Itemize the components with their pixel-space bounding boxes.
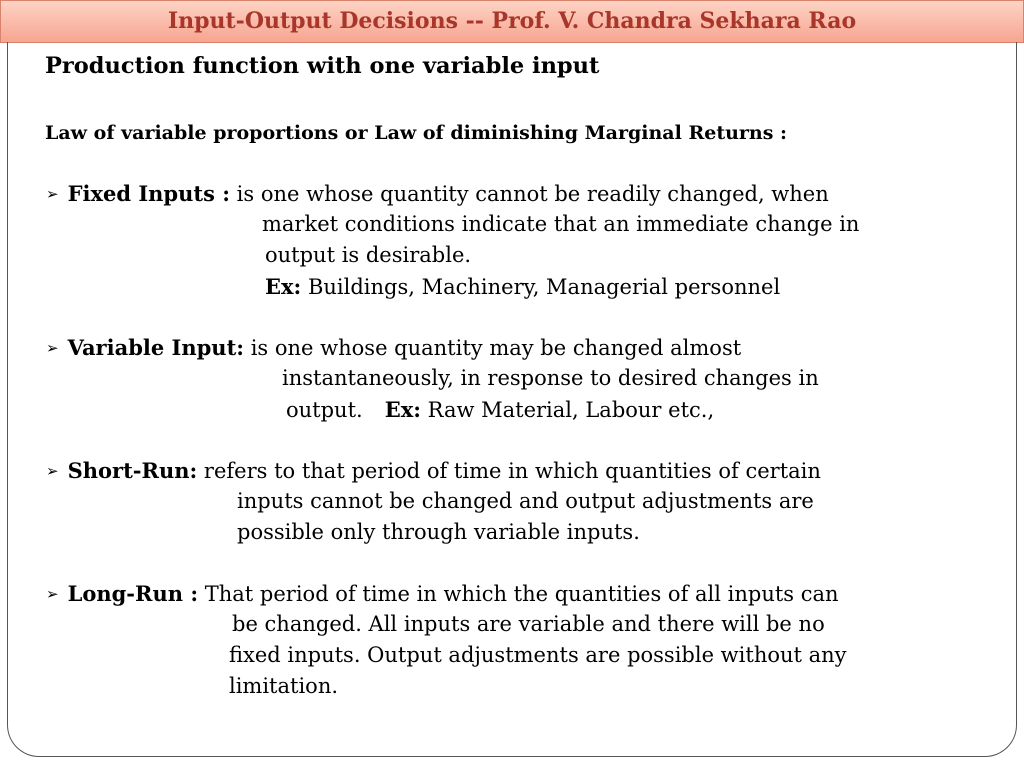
- bullet-fixed-inputs: [46, 178, 829, 212]
- variable-input-line-2: instantaneously, in response to desired changes in: [282, 366, 819, 390]
- slide-subheading: Law of variable proportions or Law of diminishing Marginal Returns :: [45, 122, 788, 144]
- slide-heading: Production function with one variable input: [45, 53, 600, 79]
- variable-input-line-3: [286, 394, 714, 426]
- short-run-term: Short-Run:: [67, 458, 198, 483]
- fixed-inputs-line-1: is one whose quantity cannot be readily changed, when: [229, 182, 829, 206]
- long-run-line-2: be changed. All inputs are variable and there will be no: [232, 612, 825, 636]
- bullet-long-run: [46, 578, 839, 612]
- bullet-short-run: [46, 455, 821, 489]
- long-run-term: Long-Run :: [67, 581, 199, 606]
- fixed-inputs-ex-text: Buildings, Machinery, Managerial personnel: [301, 275, 781, 299]
- variable-input-ex-label: Ex:: [384, 397, 421, 422]
- short-run-line-2: inputs cannot be changed and output adjustments are: [237, 489, 814, 513]
- fixed-inputs-line-3: output is desirable.: [265, 243, 472, 267]
- slide-header: [0, 0, 1024, 43]
- header-title: Input-Output Decisions -- Prof. V. Chandra Sekhara Rao: [167, 8, 857, 34]
- long-run-line-1: That period of time in which the quantities of all inputs can: [198, 582, 839, 606]
- arrow-bullet-icon: ➢: [46, 185, 59, 203]
- fixed-inputs-term: Fixed Inputs :: [67, 181, 230, 206]
- fixed-inputs-line-2: market conditions indicate that an immediate change in: [262, 212, 860, 236]
- variable-input-term: Variable Input:: [67, 335, 245, 360]
- variable-input-output-text: output.: [286, 398, 363, 422]
- variable-input-ex-text: Raw Material, Labour etc.,: [420, 398, 715, 422]
- bullet-variable-input: [46, 332, 741, 366]
- short-run-line-1: refers to that period of time in which quantities of certain: [197, 459, 821, 483]
- variable-input-line-1: is one whose quantity may be changed almost: [244, 336, 742, 360]
- short-run-line-3: possible only through variable inputs.: [237, 520, 640, 544]
- fixed-inputs-example: [265, 271, 780, 303]
- fixed-inputs-ex-label: Ex:: [265, 274, 302, 299]
- arrow-bullet-icon: ➢: [46, 339, 59, 357]
- arrow-bullet-icon: ➢: [46, 462, 59, 480]
- long-run-line-4: limitation.: [229, 674, 339, 698]
- long-run-line-3: fixed inputs. Output adjustments are possible without any: [229, 643, 847, 667]
- arrow-bullet-icon: ➢: [46, 585, 59, 603]
